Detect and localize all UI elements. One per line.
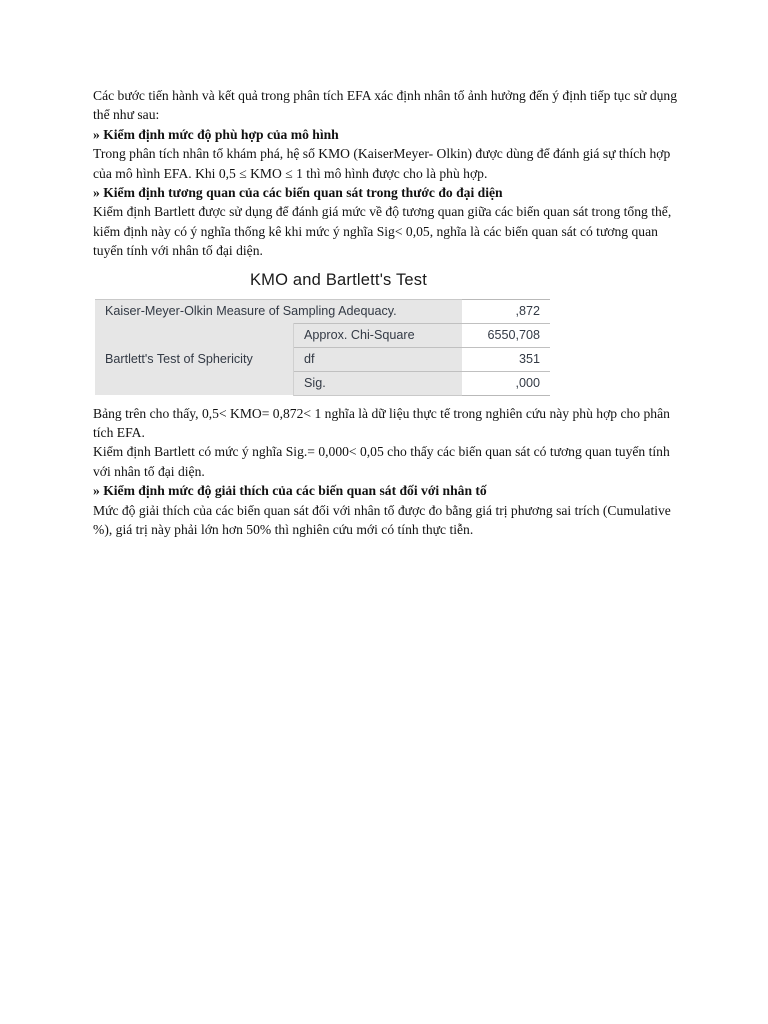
df-value: 351 — [462, 347, 550, 371]
sig-label: Sig. — [294, 371, 463, 395]
chi-square-label: Approx. Chi-Square — [294, 323, 463, 347]
kmo-bartlett-table-block — [95, 271, 550, 396]
bartlett-label: Bartlett's Test of Sphericity — [95, 323, 294, 395]
section-body-correlation: Kiểm định Bartlett được sử dụng để đánh giá mức về độ tương quan giữa các biến quan sát trong tổng thể, kiểm định này có ý nghĩa thống kê khi mức ý nghĩa Sig< 0,05, nghĩa là các biến quan sát có tương quan tuyến tính với nhân tố đại diện. — [93, 204, 672, 259]
table-row-chi-square — [95, 323, 550, 347]
kmo-bartlett-table — [95, 299, 550, 396]
section-heading-explanation: » Kiểm định mức độ giải thích của các biến quan sát đối với nhân tố — [93, 483, 487, 499]
table-title: KMO and Bartlett's Test — [249, 270, 428, 289]
chi-square-value: 6550,708 — [462, 323, 550, 347]
section-body-model-fit: Trong phân tích nhân tố khám phá, hệ số KMO (KaiserMeyer- Olkin) được dùng để đánh giá sự thích hợp của mô hình EFA. Khi 0,5 ≤ KMO ≤ 1 thì mô hình được cho là phù hợp. — [93, 146, 671, 181]
result-paragraph-bartlett: Kiểm định Bartlett có mức ý nghĩa Sig.= 0,000< 0,05 cho thấy các biến quan sát có tương quan tuyến tính với nhân tố đại diện. — [93, 444, 670, 479]
section-heading-model-fit: » Kiểm định mức độ phù hợp của mô hình — [93, 126, 339, 142]
result-paragraph-kmo: Bảng trên cho thấy, 0,5< KMO= 0,872< 1 nghĩa là dữ liệu thực tế trong nghiên cứu này phù hợp cho phân tích EFA. — [93, 405, 670, 441]
kmo-value: ,872 — [462, 299, 550, 323]
df-label: df — [294, 347, 463, 371]
table-row-kmo — [95, 299, 550, 323]
kmo-label: Kaiser-Meyer-Olkin Measure of Sampling Adequacy. — [95, 299, 462, 323]
intro-paragraph: Các bước tiến hành và kết quả trong phân tích EFA xác định nhân tố ảnh hưởng đến ý định tiếp tục sử dụng thể như sau: — [93, 88, 678, 123]
document-body — [93, 86, 683, 540]
section-body-explanation: Mức độ giải thích của các biến quan sát đối với nhân tố được đo bằng giá trị phương sai trích (Cumulative %), giá trị này phải lớn hơn 50% thì nghiên cứu mới có tính thực tiễn. — [93, 502, 671, 538]
sig-value: ,000 — [462, 371, 550, 395]
section-heading-correlation: » Kiểm định tương quan của các biến quan sát trong thước đo đại diện — [93, 185, 503, 201]
